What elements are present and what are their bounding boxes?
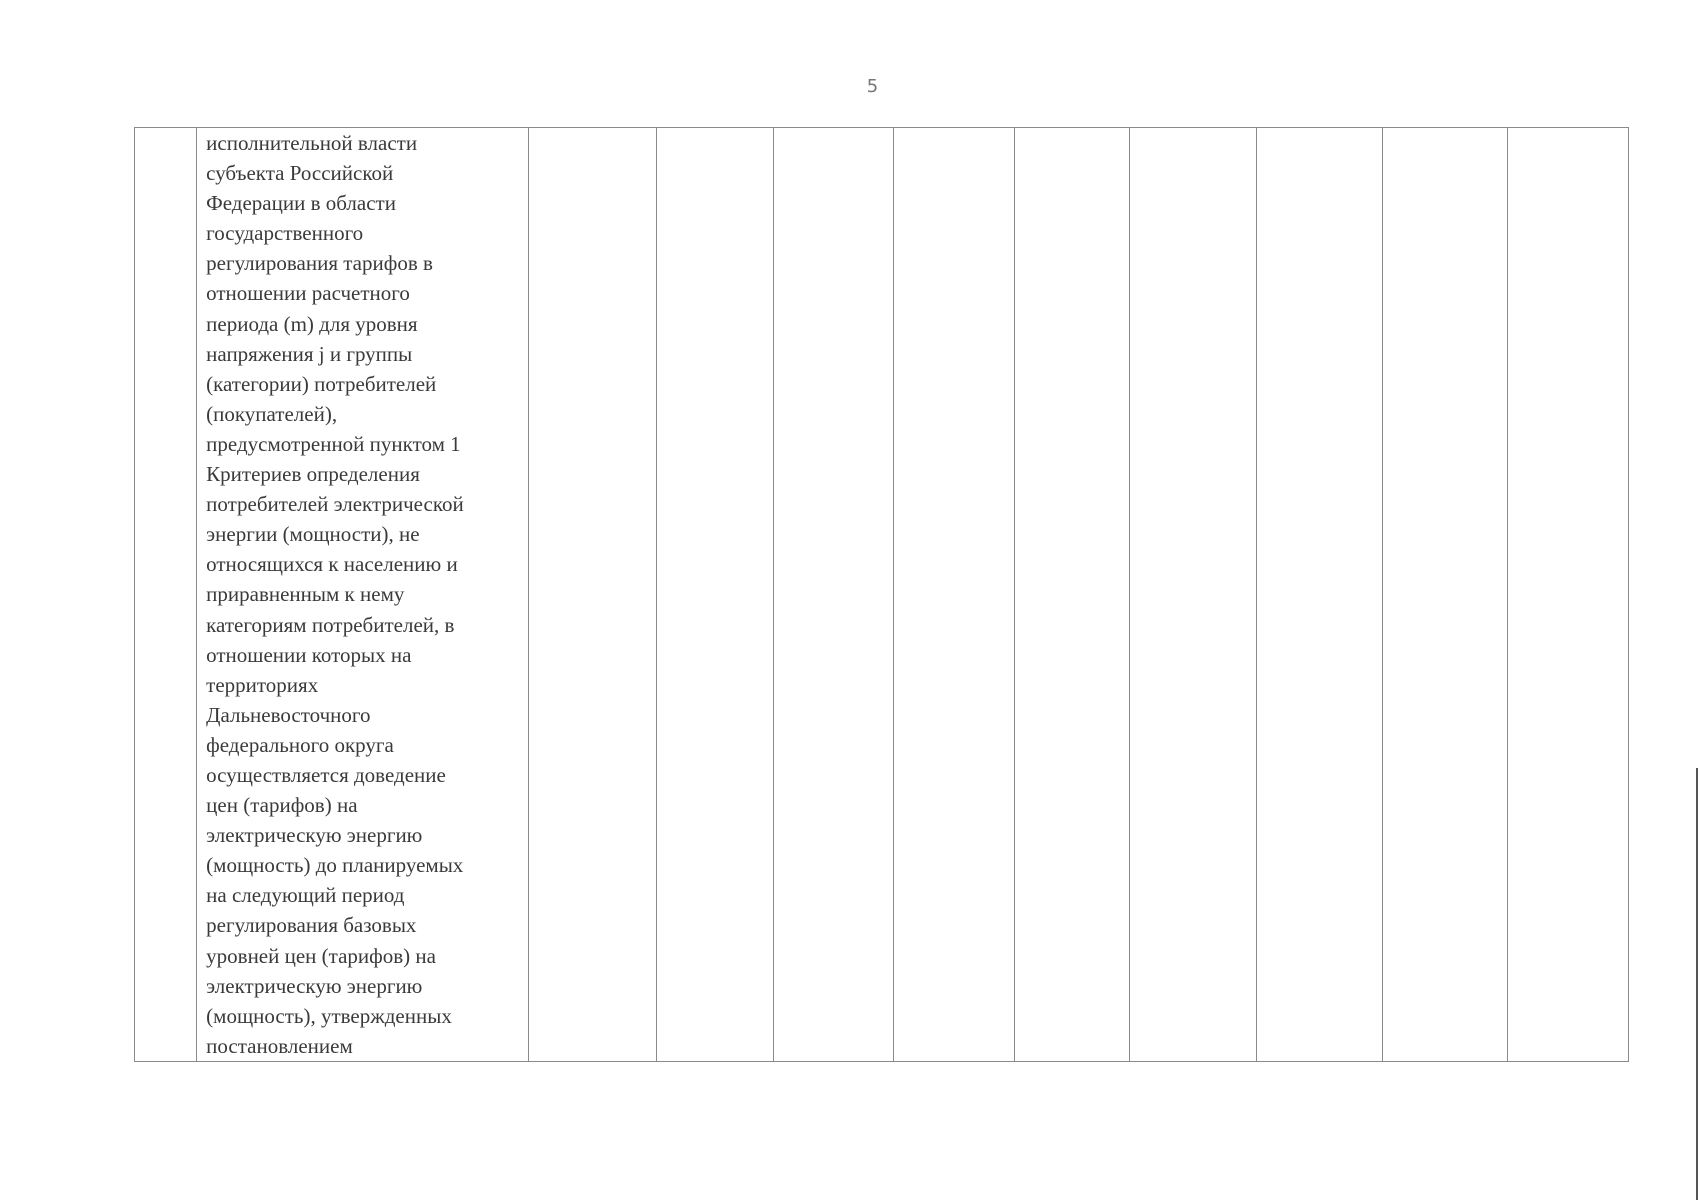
value-cell-8 bbox=[1383, 128, 1507, 1062]
description-line: регулирования тарифов в bbox=[206, 251, 433, 276]
description-line: территориях bbox=[206, 672, 319, 697]
value-cell-9 bbox=[1507, 128, 1628, 1062]
description-cell bbox=[197, 128, 529, 1062]
description-line: постановлением bbox=[206, 1033, 353, 1058]
description-line: (категории) потребителей bbox=[206, 371, 437, 396]
description-line: потребителей электрической bbox=[206, 492, 464, 517]
description-line: периода (m) для уровня bbox=[206, 311, 418, 336]
value-cell-5 bbox=[1015, 128, 1129, 1062]
description-line: категориям потребителей, в bbox=[206, 612, 455, 637]
description-text bbox=[206, 128, 520, 1061]
description-line: электрическую энергию bbox=[206, 823, 423, 848]
description-line: уровней цен (тарифов) на bbox=[206, 943, 436, 968]
description-line: исполнительной власти bbox=[206, 131, 418, 155]
description-line: энергии (мощности), не bbox=[206, 522, 420, 547]
description-line: (мощность), утвержденных bbox=[206, 1003, 452, 1028]
value-cell-2 bbox=[657, 128, 773, 1062]
value-cell-7 bbox=[1256, 128, 1382, 1062]
description-line: государственного bbox=[206, 221, 364, 246]
description-line: (покупателей), bbox=[206, 401, 338, 426]
description-line: федерального округа bbox=[206, 732, 394, 757]
value-cell-6 bbox=[1129, 128, 1256, 1062]
description-line: Критериев определения bbox=[206, 462, 420, 487]
value-cell-3 bbox=[773, 128, 893, 1062]
description-line: цен (тарифов) на bbox=[206, 793, 358, 818]
description-line: на следующий период bbox=[206, 883, 405, 908]
value-cell-1 bbox=[529, 128, 657, 1062]
description-line: приравненным к нему bbox=[206, 582, 405, 607]
description-line: регулирования базовых bbox=[206, 913, 417, 938]
description-line: Дальневосточного bbox=[206, 702, 371, 727]
table-row bbox=[135, 128, 1629, 1062]
data-table bbox=[134, 127, 1629, 1062]
description-line: субъекта Российской bbox=[206, 161, 394, 186]
page-number: 5 bbox=[866, 76, 879, 97]
description-line: отношении которых на bbox=[206, 642, 412, 667]
row-number-cell bbox=[135, 128, 197, 1062]
description-line: отношении расчетного bbox=[206, 281, 410, 306]
description-line: Федерации в области bbox=[206, 191, 396, 216]
description-line: напряжения j и группы bbox=[206, 341, 413, 366]
description-line: относящихся к населению и bbox=[206, 552, 458, 577]
description-line: (мощность) до планируемых bbox=[206, 853, 464, 878]
description-line: электрическую энергию bbox=[206, 973, 423, 998]
description-line: осуществляется доведение bbox=[206, 762, 446, 787]
value-cell-4 bbox=[893, 128, 1014, 1062]
description-line: предусмотренной пунктом 1 bbox=[206, 431, 461, 456]
